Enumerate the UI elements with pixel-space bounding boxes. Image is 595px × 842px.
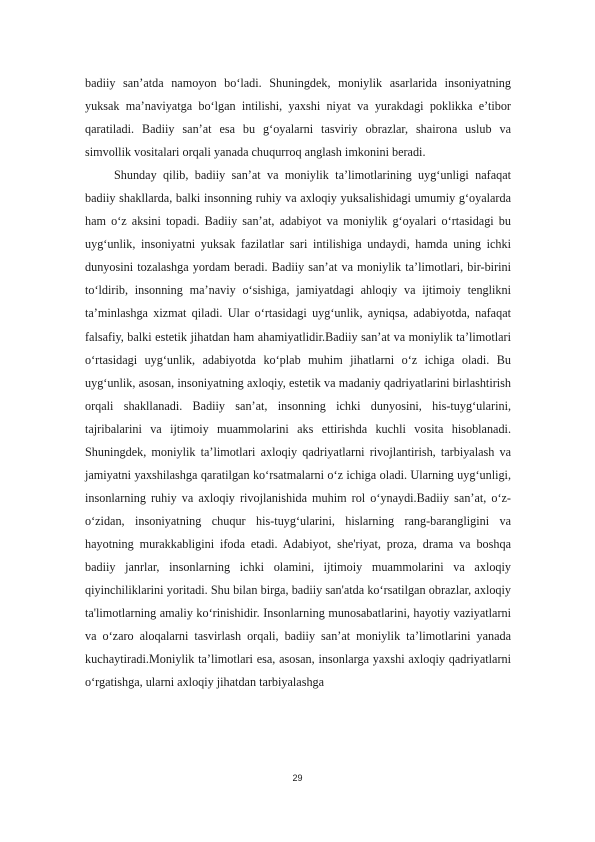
page-number: 29 xyxy=(292,773,303,783)
body-text xyxy=(85,72,511,694)
paragraph-continuation: badiiy san’atda namoyon bo‘ladi. Shuningdek, moniylik asarlarida insoniyatning yuksak ma’naviyatga bo‘lgan intilishi, yaxshi niyat va yurakdagi poklikka e’tibor qaratiladi. Badiiy san’at esa bu g‘oyalarni tasviriy obrazlar, shairona uslub va simvollik vositalari orqali yanada chuqurroq anglash imkonini beradi. xyxy=(85,76,511,160)
paragraph-main: Shunday qilib, badiiy san’at va moniylik ta’limotlarining uyg‘unligi nafaqat badiiy shakllarda, balki insonning ruhiy va axloqiy yuksalishidagi umumiy g‘oyalarda ham o‘z aksini topadi. Badiiy san’at, adabiyot va moniylik g‘oyalari o‘rtasidagi bu uyg‘unlik, insoniyatni yuksak fazilatlar sari intilishiga undaydi, hamda uning ichki dunyosini tozalashga yordam beradi. Badiiy san’at va moniylik ta’limotlari, bir-birini to‘ldirib, insonning ma’naviy o‘sishiga, jamiyatdagi ahloqiy va ijtimoiy tenglikni ta’minlashga xizmat qiladi. Ular o‘rtasidagi uyg‘unlik, ayniqsa, adabiyotda, nafaqat falsafiy, balki estetik jihatdan ham ahamiyatlidir.Badiiy san’at va moniylik ta’limotlari o‘rtasidagi uyg‘unlik, adabiyotda ko‘plab muhim jihatlarni o‘z ichiga oladi. Bu uyg‘unlik, asosan, insoniyatning axloqiy, estetik va madaniy qadriyatlarini birlashtirish orqali shakllanadi. Badiiy san’at, insonning ichki dunyosini, his-tuyg‘ularini, tajribalarini va ijtimoiy muammolarini aks ettirishda kuchli vosita hisoblanadi. Shuningdek, moniylik ta’limotlari axloqiy qadriyatlarni rivojlantirish, tarbiyalash va jamiyatni yaxshilashga qaratilgan ko‘rsatmalarni o‘z ichiga oladi. Ularning uyg‘unligi, insonlarning ruhiy va axloqiy rivojlanishida muhim rol o‘ynaydi.Badiiy san’at, o‘z-o‘zidan, insoniyatning chuqur his-tuyg‘ularini, hislarning rang-barangligini va hayotning murakkabligini ifoda etadi. Adabiyot, she'riyat, proza, drama va boshqa badiiy janrlar, insonlarning ichki olamini, ijtimoiy muammolarini va axloqiy qiyinchiliklarini yoritadi. Shu bilan birga, badiiy san'atda ko‘rsatilgan obrazlar, axloqiy ta'limotlarning amaliy ko‘rinishidir. Insonlarning munosabatlarini, hayotiy vaziyatlarni va o‘zaro aloqalarni tasvirlash orqali, badiiy san’at moniylik ta’limotlarini yanada kuchaytiradi.Moniylik ta’limotlari esa, asosan, insonlarga yaxshi axloqiy qadriyatlarni o‘rgatishga, ularni axloqiy jihatdan tarbiyalashga xyxy=(85,168,511,690)
